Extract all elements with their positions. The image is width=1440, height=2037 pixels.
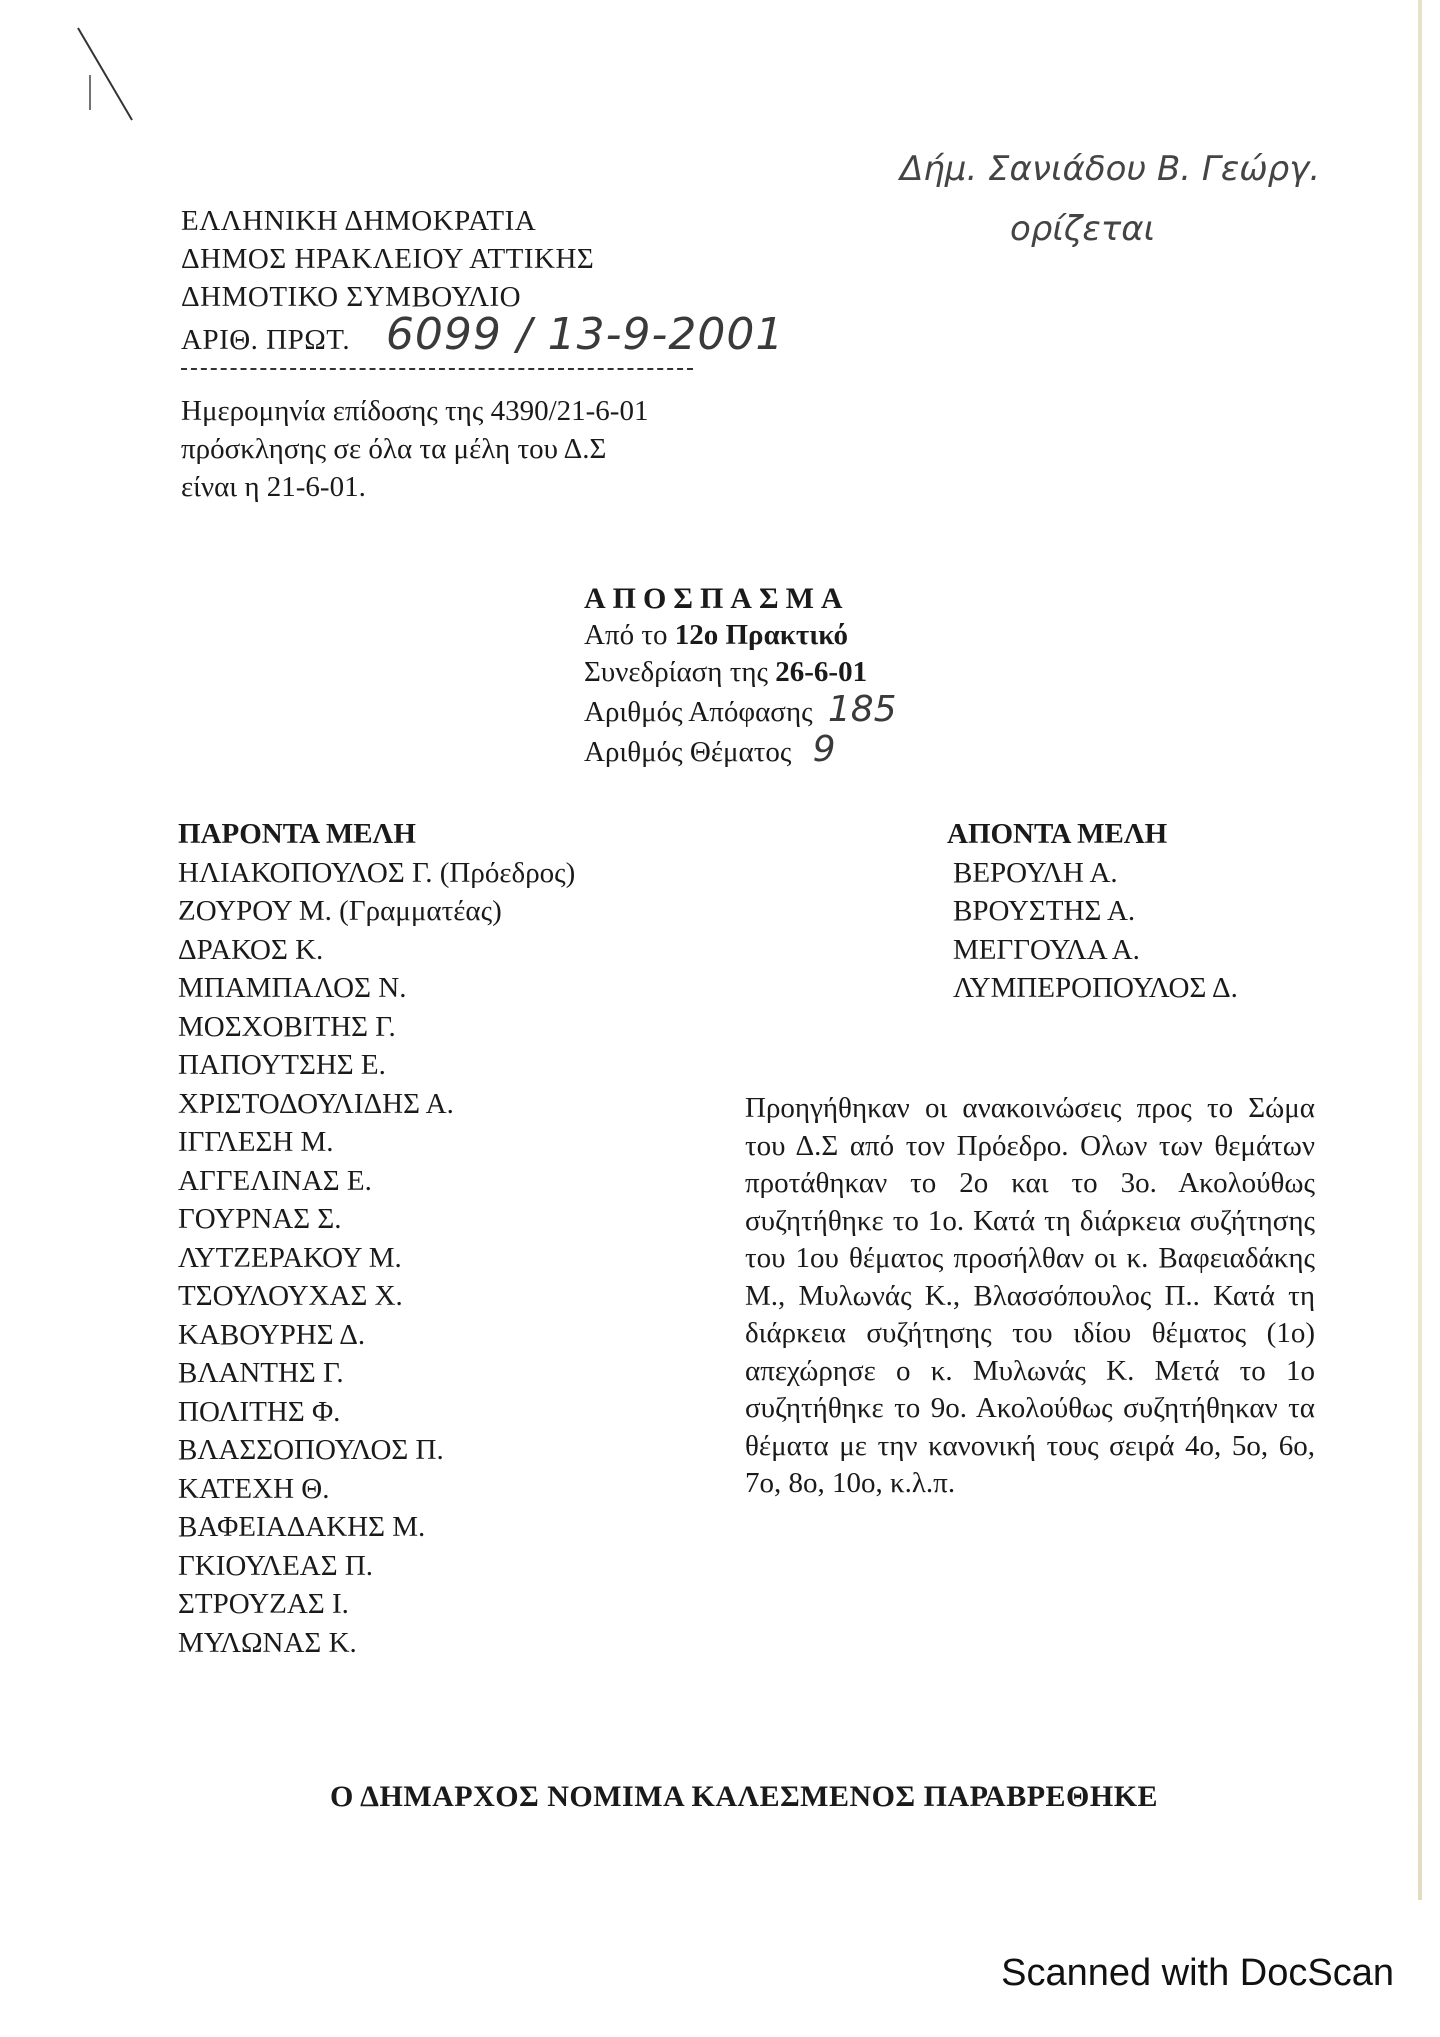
member-name: ΓΚΙΟΥΛΕΑΣ Π. — [178, 1549, 374, 1582]
handwritten-annotation — [890, 140, 1360, 270]
member-name: ΣΤΡΟΥΖΑΣ Ι. — [178, 1588, 349, 1620]
member-name: ΖΟΥΡΟΥ Μ. (Γραμματέας) — [178, 895, 502, 927]
annotation-line-1: Δήμ. Σανιάδου Β. Γεώργ. — [900, 149, 1321, 189]
extract-from-prefix: Από το — [584, 619, 668, 651]
delivery-notice — [181, 392, 648, 506]
member-name: ΓΟΥΡΝΑΣ Σ. — [178, 1203, 342, 1235]
notice-line: είναι η 21-6-01. — [181, 471, 366, 503]
member-name: ΒΛΑΣΣΟΠΟΥΛΟΣ Π. — [178, 1434, 444, 1466]
notice-line: πρόσκλησης σε όλα τα μέλη του Δ.Σ — [181, 433, 607, 465]
member-name: ΒΑΦΕΙΑΔΑΚΗΣ Μ. — [178, 1511, 426, 1543]
member-name: ΚΑΤΕΧΗ Θ. — [178, 1472, 330, 1505]
notice-line: Ημερομηνία επίδοσης της 4390/21-6-01 — [181, 395, 649, 427]
extract-title: ΑΠΟΣΠΑΣΜΑ — [584, 582, 850, 615]
protocol-number-handwritten: 6099 / 13-9-2001 — [385, 309, 785, 360]
extract-decision-value: 185 — [827, 689, 897, 730]
protocol-label: ΑΡΙΘ. ΠΡΩΤ. — [181, 324, 351, 356]
present-members — [178, 815, 575, 1662]
extract-session-value: 26-6-01 — [775, 656, 868, 688]
extract-session-prefix: Συνεδρίαση της — [584, 656, 769, 688]
extract-decision-label: Αριθμός Απόφασης — [584, 696, 813, 728]
member-name: ΧΡΙΣΤΟΔΟΥΛΙΔΗΣ Α. — [178, 1087, 454, 1120]
member-name: ΒΕΡΟΥΛΗ Α. — [953, 856, 1118, 889]
extract-session — [584, 654, 897, 691]
present-members-heading: ΠΑΡΟΝΤΑ ΜΕΛΗ — [178, 818, 416, 850]
mayor-statement: Ο ΔΗΜΑΡΧΟΣ ΝΟΜΙΜΑ ΚΑΛΕΣΜΕΝΟΣ ΠΑΡΑΒΡΕΘΗΚΕ — [330, 1780, 1159, 1813]
proceedings-paragraph — [745, 1090, 1315, 1503]
scan-page-edge — [1418, 0, 1422, 1900]
absent-members-heading: ΑΠΟΝΤΑ ΜΕΛΗ — [947, 818, 1168, 850]
member-name: ΙΓΓΛΕΣΗ Μ. — [178, 1126, 334, 1158]
member-name: ΒΡΟΥΣΤΗΣ Α. — [953, 895, 1136, 927]
header-line: ΔΗΜΟΤΙΚΟ ΣΥΜΒΟΥΛΙΟ — [181, 281, 522, 313]
extract-from — [584, 617, 897, 654]
protocol-line — [181, 309, 785, 360]
member-name: ΚΑΒΟΥΡΗΣ Δ. — [178, 1318, 366, 1351]
document-header — [181, 202, 784, 359]
extract-from-value: 12ο Πρακτικό — [674, 619, 848, 651]
dashed-divider — [181, 368, 693, 370]
member-name: ΜΠΑΜΠΑΛΟΣ Ν. — [178, 972, 407, 1004]
present-members-list — [178, 854, 575, 1663]
scanner-watermark: Scanned with DocScan — [1001, 1952, 1394, 1994]
member-name: ΛΥΤΖΕΡΑΚΟΥ Μ. — [178, 1241, 402, 1274]
member-name: ΗΛΙΑΚΟΠΟΥΛΟΣ Γ. (Πρόεδρος) — [178, 856, 576, 889]
member-name: ΠΑΠΟΥΤΣΗΣ Ε. — [178, 1049, 386, 1081]
absent-members — [947, 815, 1238, 1008]
member-name: ΒΛΑΝΤΗΣ Γ. — [178, 1357, 344, 1389]
member-name: ΠΟΛΙΤΗΣ Φ. — [178, 1395, 341, 1428]
member-name: ΜΕΓΓΟΥΛΑ Α. — [953, 933, 1140, 966]
pen-stroke-mark — [70, 20, 140, 130]
member-name: ΛΥΜΠΕΡΟΠΟΥΛΟΣ Δ. — [953, 972, 1238, 1004]
member-name: ΤΣΟΥΛΟΥΧΑΣ Χ. — [178, 1280, 403, 1312]
annotation-line-2: ορίζεται — [1010, 209, 1156, 249]
member-name: ΜΥΛΩΝΑΣ Κ. — [178, 1626, 357, 1659]
extract-decision — [584, 691, 897, 731]
member-name: ΔΡΑΚΟΣ Κ. — [178, 933, 324, 966]
proceedings-text: Προηγήθηκαν οι ανακοινώσεις προς το Σώμα του Δ.Σ από τον Πρόεδρο. Ολων των θεμάτων προτάθηκαν το 2ο και το 3ο. Ακολούθως συζητήθηκε το 1ο. Κατά τη διάρκεια συζήτησης του 1ου θέματος προσήλθαν οι κ. Βαφειαδάκης Μ., Μυλωνάς Κ., Βλασσόπουλος Π.. Κατά τη διάρκεια συζήτησης του ιδίου θέματος (1ο) απεχώρησε ο κ. Μυλωνάς Κ. Μετά το 1ο συζητήθηκε το 9ο. Ακολούθως συζητήθηκαν τα θέματα με την κανονική τους σειρά 4ο, 5ο, 6ο, 7ο, 8ο, 10ο, κ.λ.π. — [745, 1092, 1315, 1499]
extract-block — [584, 580, 897, 771]
header-line: ΕΛΛΗΝΙΚΗ ΔΗΜΟΚΡΑΤΙΑ — [181, 205, 537, 237]
extract-topic-value: 9 — [812, 729, 836, 770]
extract-topic — [584, 731, 897, 771]
extract-topic-label: Αριθμός Θέματος — [584, 736, 792, 768]
absent-members-list — [947, 854, 1238, 1008]
member-name: ΑΓΓΕΛΙΝΑΣ Ε. — [178, 1164, 372, 1197]
member-name: ΜΟΣΧΟΒΙΤΗΣ Γ. — [178, 1010, 396, 1043]
header-line: ΔΗΜΟΣ ΗΡΑΚΛΕΙΟΥ ΑΤΤΙΚΗΣ — [181, 243, 595, 275]
